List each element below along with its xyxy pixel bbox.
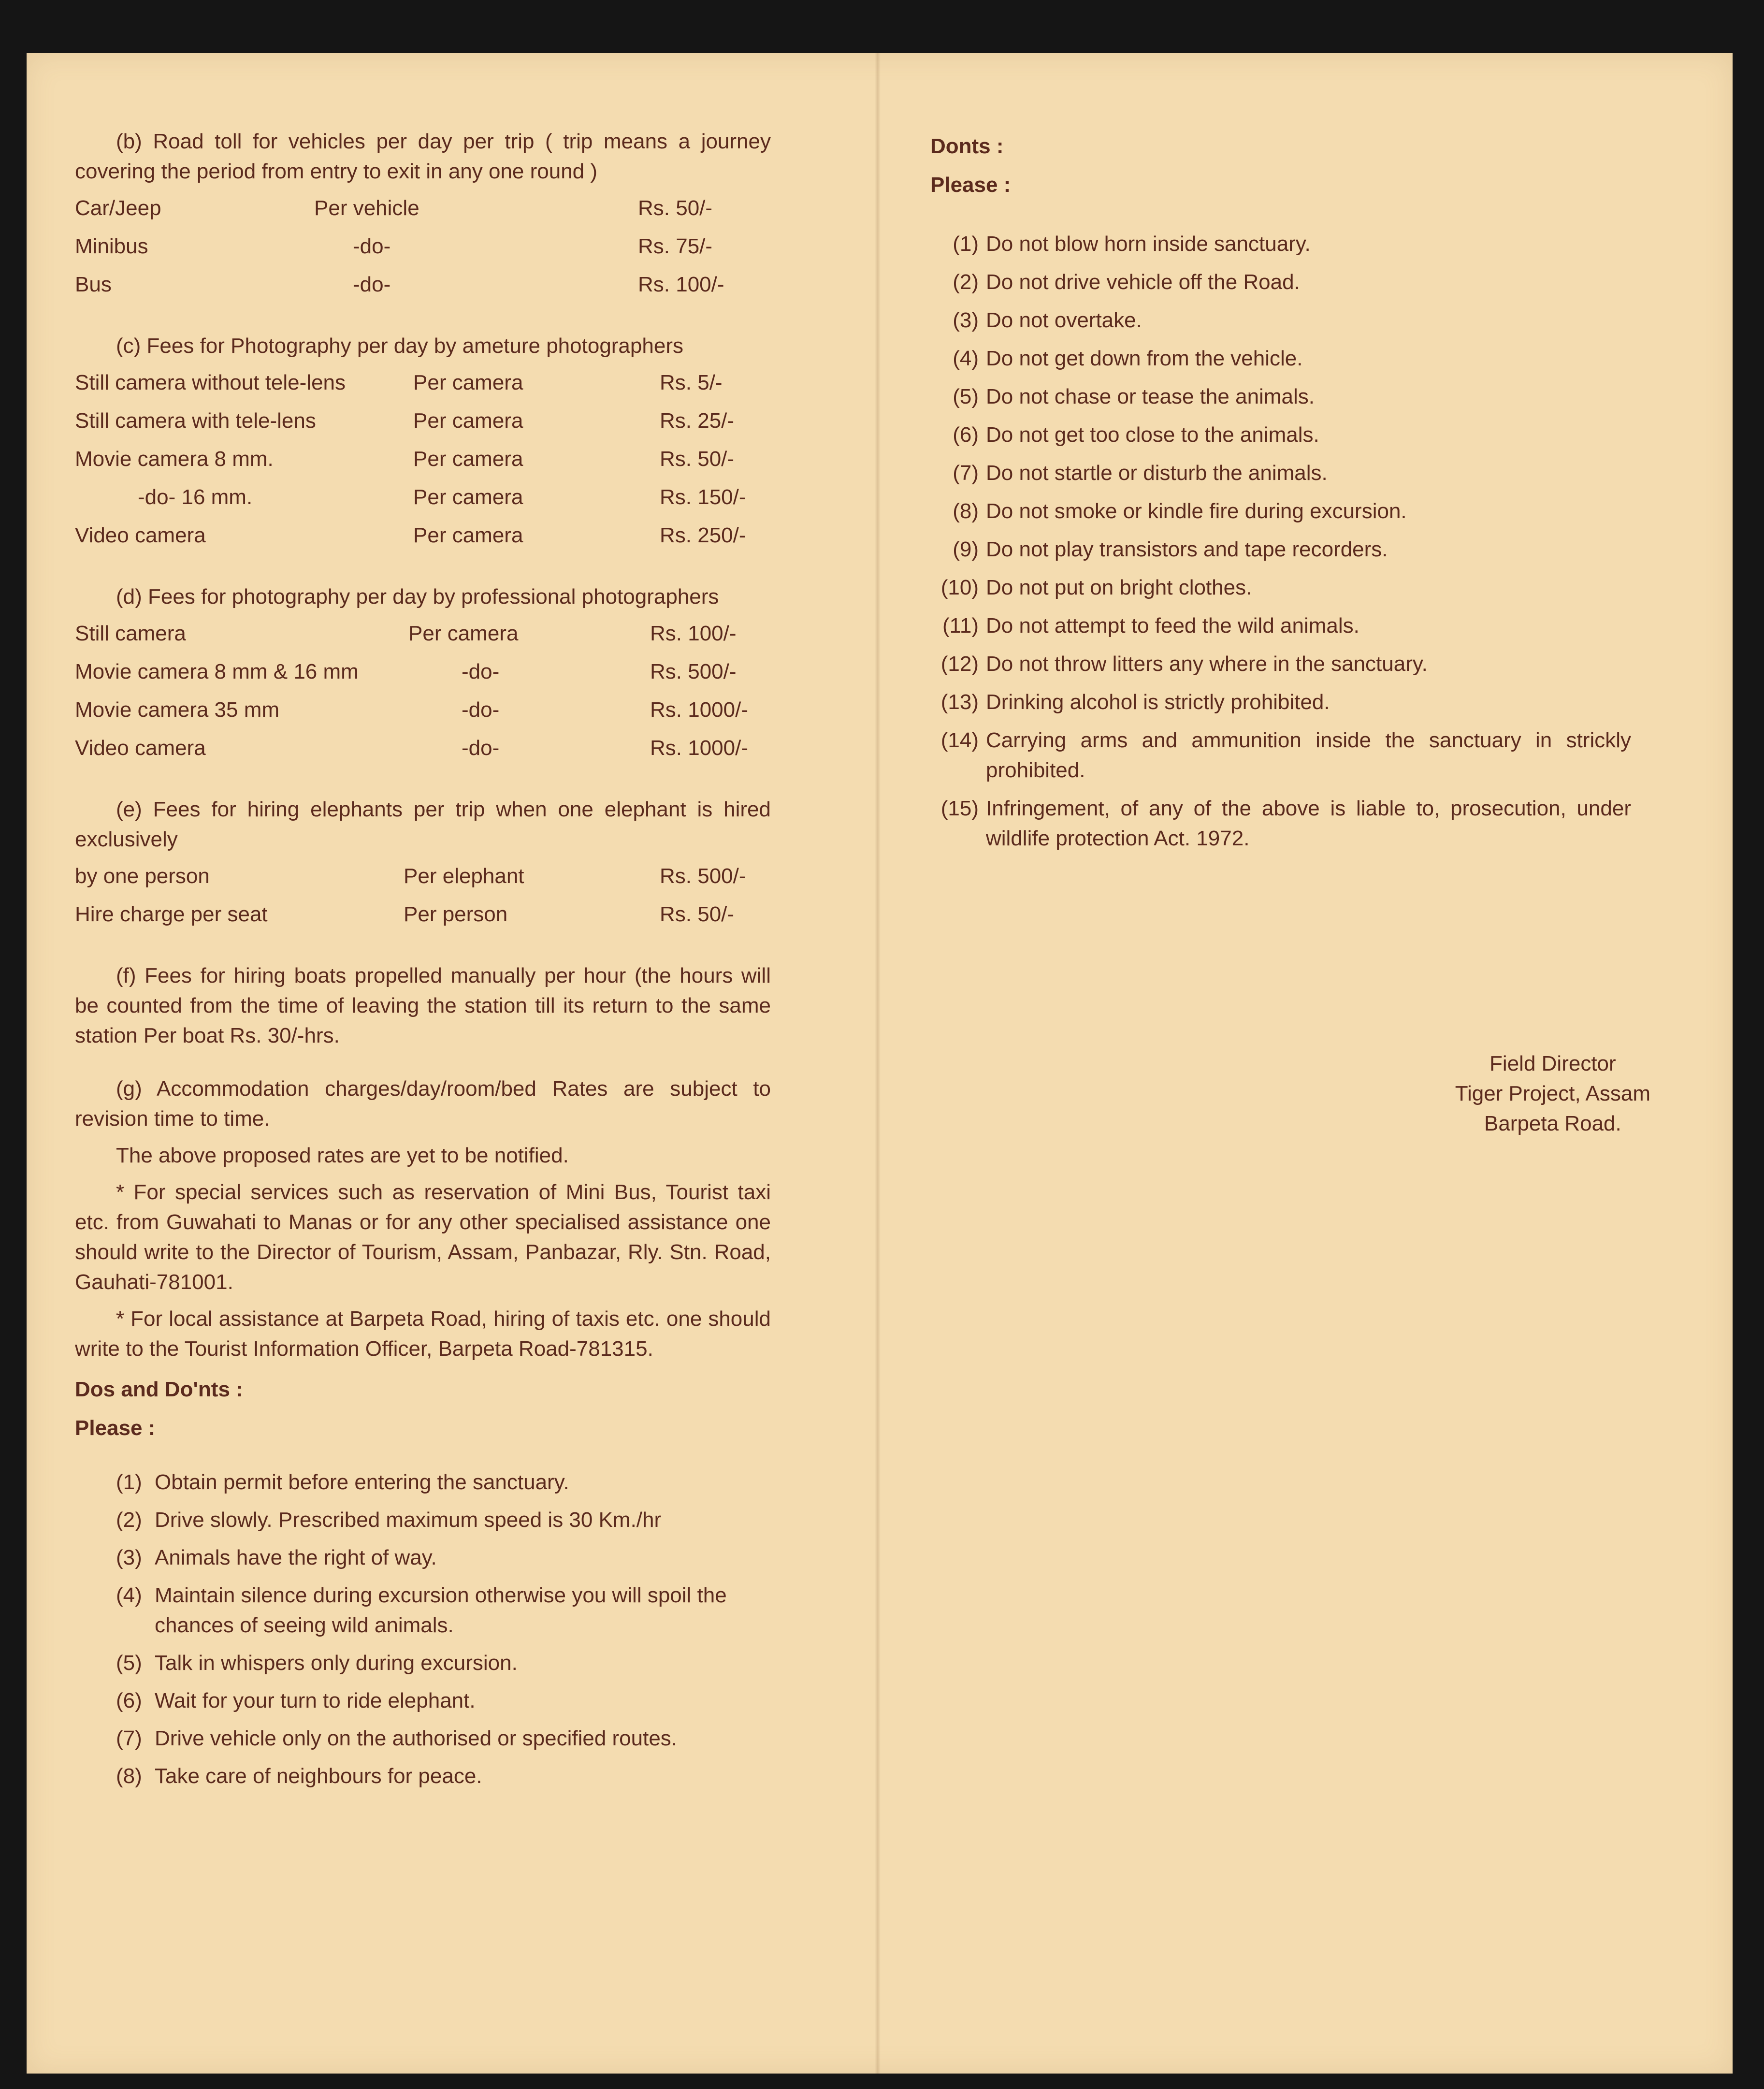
fee-unit: Per elephant (404, 864, 524, 888)
section-c-table (75, 368, 771, 559)
item-text: Drive vehicle only on the authorised or specified routes. (155, 1726, 678, 1750)
item-number: (3) (953, 308, 979, 332)
list-item (930, 382, 1631, 412)
fee-rate: Rs. 100/- (650, 622, 737, 645)
signature-title: Field Director (1489, 1052, 1616, 1075)
table-row (75, 444, 771, 482)
list-item (75, 1724, 771, 1754)
item-text: Wait for your turn to ride elephant. (155, 1689, 476, 1712)
fee-rate: Rs. 5/- (660, 371, 723, 394)
fee-unit: Per camera (413, 371, 523, 394)
table-row (75, 482, 771, 521)
fee-rate: Rs. 150/- (660, 485, 746, 509)
list-item (75, 1467, 771, 1497)
fee-unit: -do- (353, 234, 391, 258)
item-text: Drive slowly. Prescribed maximum speed is 30 Km./hr (155, 1508, 662, 1532)
section-e-intro: (e) Fees for hiring elephants per trip when one elephant is hired exclusively (75, 798, 771, 851)
item-number: (4) (953, 347, 979, 370)
rates-notice: The above proposed rates are yet to be notified. (116, 1144, 569, 1167)
fee-item: Bus (75, 273, 112, 296)
item-text: Do not startle or disturb the animals. (986, 461, 1328, 485)
list-item (930, 267, 1631, 297)
section-d-table (75, 619, 771, 771)
list-item (930, 420, 1631, 450)
dos-please: Please : (75, 1416, 156, 1440)
fee-rate: Rs. 100/- (638, 273, 724, 296)
table-row (75, 368, 771, 406)
section-d-intro: (d) Fees for photography per day by professional photographers (116, 585, 719, 609)
item-text: Do not drive vehicle off the Road. (986, 270, 1300, 294)
fee-item: Video camera (75, 523, 206, 547)
fee-rate: Rs. 50/- (638, 196, 713, 220)
table-row (75, 232, 771, 270)
item-text: Carrying arms and ammunition inside the sanctuary in strickly prohibited. (986, 728, 1631, 782)
dos-list (75, 1467, 771, 1791)
section-c-intro: (c) Fees for Photography per day by ameture photographers (116, 334, 683, 358)
fee-unit: Per person (404, 902, 508, 926)
signature-org: Tiger Project, Assam (1455, 1082, 1650, 1105)
item-text: Maintain silence during excursion otherwise you will spoil the chances of seeing wild animals. (155, 1583, 727, 1637)
list-item (75, 1543, 771, 1573)
section-e-table (75, 861, 771, 938)
signature-block (1455, 1049, 1650, 1139)
list-item (930, 458, 1631, 488)
item-number: (2) (953, 270, 979, 294)
list-item (930, 794, 1631, 854)
fee-item: Movie camera 35 mm (75, 698, 280, 722)
item-text: Do not put on bright clothes. (986, 576, 1252, 599)
fee-item: by one person (75, 864, 210, 888)
table-row (75, 270, 771, 308)
item-number: (12) (940, 652, 979, 676)
item-text: Do not smoke or kindle fire during excursion. (986, 499, 1407, 523)
fee-item: Still camera (75, 622, 186, 645)
fee-item: Video camera (75, 736, 206, 760)
item-text: Drinking alcohol is strictly prohibited. (986, 690, 1330, 714)
item-text: Do not play transistors and tape recorders. (986, 537, 1388, 561)
item-number: (9) (953, 537, 979, 561)
table-row (75, 521, 771, 559)
item-number: (1) (953, 232, 979, 256)
item-text: Do not blow horn inside sanctuary. (986, 232, 1311, 256)
fee-rate: Rs. 75/- (638, 234, 713, 258)
table-row (75, 733, 771, 771)
donts-heading: Donts : (930, 134, 1004, 158)
local-assistance-note: * For local assistance at Barpeta Road, hiring of taxis etc. one should write to the Tourist Information Officer, Barpeta Road-781315. (75, 1307, 771, 1361)
fee-rate: Rs. 250/- (660, 523, 746, 547)
table-row (75, 406, 771, 444)
item-number: (15) (940, 797, 979, 820)
fee-unit: Per vehicle (314, 196, 419, 220)
item-number: (6) (953, 423, 979, 447)
list-item (930, 725, 1631, 785)
item-number: (3) (116, 1546, 142, 1569)
item-number: (2) (116, 1508, 142, 1532)
fee-unit: -do- (462, 698, 500, 722)
item-number: (1) (116, 1470, 142, 1494)
fee-unit: -do- (353, 273, 391, 296)
table-row (75, 193, 771, 232)
list-item (930, 535, 1631, 565)
fee-unit: -do- (462, 736, 500, 760)
item-number: (7) (116, 1726, 142, 1750)
list-item (75, 1648, 771, 1678)
item-number: (4) (116, 1583, 142, 1607)
special-services-note: * For special services such as reservation of Mini Bus, Tourist taxi etc. from Guwahati to Manas or for any other specialised assistance one should write to the Director of Tourism, Assam, Panbazar, Rly. Stn. Road, Gauhati-781001. (75, 1180, 771, 1294)
item-number: (7) (953, 461, 979, 485)
list-item (930, 305, 1631, 335)
item-text: Do not get too close to the animals. (986, 423, 1319, 447)
item-number: (14) (940, 728, 979, 752)
section-b-table (75, 193, 771, 308)
table-row (75, 619, 771, 657)
section-f: (f) Fees for hiring boats propelled manually per hour (the hours will be counted from the time of leaving the station till its return to the same station Per boat Rs. 30/-hrs. (75, 964, 771, 1047)
fee-rate: Rs. 1000/- (650, 698, 748, 722)
item-text: Do not get down from the vehicle. (986, 347, 1303, 370)
fee-unit: Per camera (408, 622, 519, 645)
fee-item: Hire charge per seat (75, 902, 268, 926)
fee-item: Movie camera 8 mm. (75, 447, 274, 471)
item-text: Do not throw litters any where in the sanctuary. (986, 652, 1428, 676)
list-item (75, 1761, 771, 1791)
fee-rate: Rs. 25/- (660, 409, 735, 433)
fee-unit: Per camera (413, 485, 523, 509)
item-number: (6) (116, 1689, 142, 1712)
donts-please: Please : (930, 173, 1011, 197)
section-g: (g) Accommodation charges/day/room/bed Rates are subject to revision time to time. (75, 1077, 771, 1131)
list-item (75, 1581, 771, 1640)
right-column (930, 131, 1631, 862)
fee-rate: Rs. 500/- (650, 660, 737, 683)
fee-unit: Per camera (413, 523, 523, 547)
table-row (75, 695, 771, 733)
item-text: Talk in whispers only during excursion. (155, 1651, 518, 1675)
center-fold (875, 53, 881, 2074)
fee-unit: Per camera (413, 409, 523, 433)
fee-item: Still camera without tele-lens (75, 371, 346, 394)
item-number: (11) (942, 614, 979, 638)
item-number: (5) (116, 1651, 142, 1675)
list-item (75, 1686, 771, 1716)
item-number: (13) (940, 690, 979, 714)
fee-rate: Rs. 50/- (660, 447, 735, 471)
fee-item: Movie camera 8 mm & 16 mm (75, 660, 359, 683)
list-item (930, 573, 1631, 603)
item-text: Do not chase or tease the animals. (986, 385, 1315, 408)
signature-place: Barpeta Road. (1484, 1112, 1621, 1135)
item-number: (8) (953, 499, 979, 523)
left-column (75, 127, 771, 1799)
fee-rate: Rs. 50/- (660, 902, 735, 926)
list-item (930, 611, 1631, 641)
fee-rate: Rs. 1000/- (650, 736, 748, 760)
fee-unit: -do- (462, 660, 500, 683)
list-item (75, 1505, 771, 1535)
fee-item: Still camera with tele-lens (75, 409, 316, 433)
table-row (75, 861, 771, 899)
item-number: (10) (940, 576, 979, 599)
item-text: Do not overtake. (986, 308, 1142, 332)
donts-list (930, 229, 1631, 854)
fee-item: -do- 16 mm. (138, 485, 253, 509)
item-text: Infringement, of any of the above is liable to, prosecution, under wildlife protection Act. 1972. (986, 797, 1631, 850)
item-text: Obtain permit before entering the sanctuary. (155, 1470, 569, 1494)
fee-item: Car/Jeep (75, 196, 161, 220)
list-item (930, 687, 1631, 717)
list-item (930, 344, 1631, 374)
table-row (75, 657, 771, 695)
list-item (930, 229, 1631, 259)
list-item (930, 496, 1631, 526)
item-text: Take care of neighbours for peace. (155, 1764, 482, 1788)
list-item (930, 649, 1631, 679)
fee-unit: Per camera (413, 447, 523, 471)
fee-item: Minibus (75, 234, 148, 258)
item-number: (5) (953, 385, 979, 408)
item-text: Animals have the right of way. (155, 1546, 437, 1569)
item-text: Do not attempt to feed the wild animals. (986, 614, 1359, 638)
fee-rate: Rs. 500/- (660, 864, 746, 888)
section-b-intro: (b) Road toll for vehicles per day per trip ( trip means a journey covering the period from entry to exit in any one round ) (75, 130, 771, 183)
item-number: (8) (116, 1764, 142, 1788)
dos-heading: Dos and Do'nts : (75, 1378, 243, 1401)
table-row (75, 899, 771, 938)
